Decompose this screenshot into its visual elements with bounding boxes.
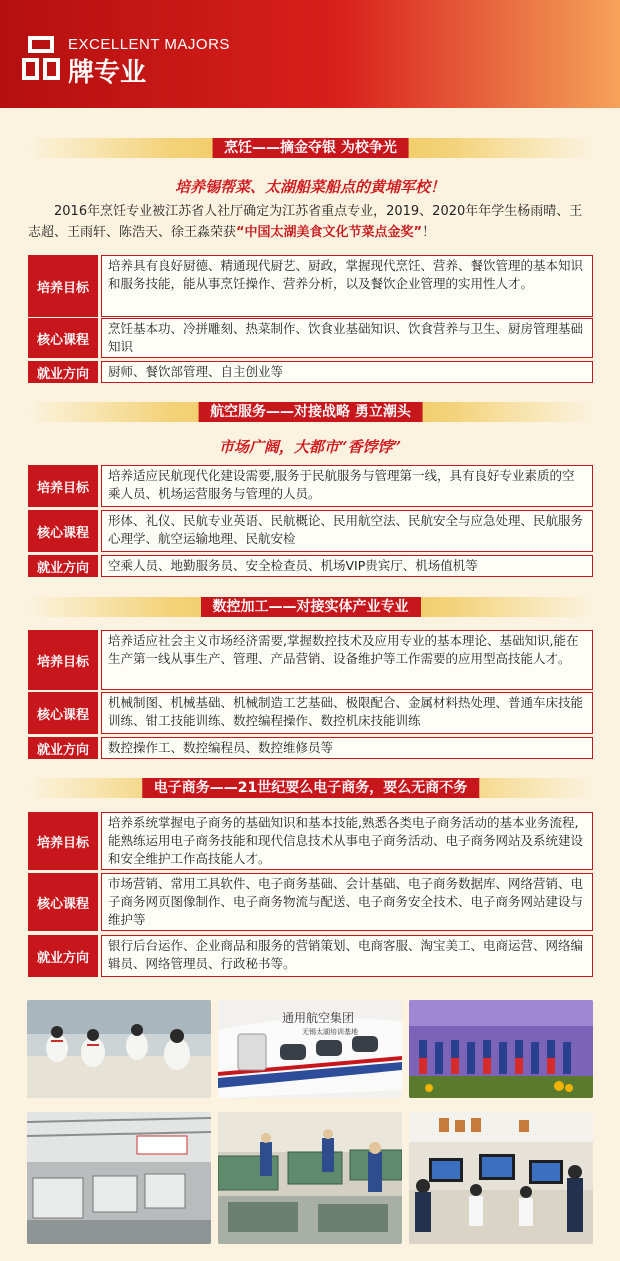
header-title-en: EXCELLENT MAJORS [68, 36, 230, 53]
aviation-career-row [28, 555, 593, 577]
section-cnc-bar [28, 597, 593, 617]
aircraft-training-photo [218, 1000, 402, 1098]
ecommerce-lab-photo [409, 1112, 593, 1244]
row-text: 培养具有良好厨德、精通现代厨艺、厨政，掌握现代烹饪、营养、餐饮管理的基本知识和服务技能，能从事烹饪操作、营养分析，以及餐饮企业管理的实用性人才。 [101, 255, 593, 317]
cooking-class-photo [27, 1000, 211, 1098]
award-highlight: “中国太湖美食文化节菜点金奖” [236, 225, 423, 240]
row-label: 就业方向 [28, 737, 98, 759]
section-aviation-bar [28, 402, 593, 422]
section-ecommerce-bar [28, 778, 593, 798]
cooking-goal-row [28, 255, 593, 317]
row-label: 培养目标 [28, 630, 98, 690]
row-text: 烹饪基本功、冷拼雕刻、热菜制作、饮食业基础知识、饮食营养与卫生、厨房管理基础知识 [101, 318, 593, 358]
row-label: 就业方向 [28, 555, 98, 577]
flight-attendants-stage-photo [409, 1000, 593, 1098]
section-title: 航空服务——对接战略 勇立潮头 [198, 402, 423, 422]
section-cooking-bar [28, 138, 593, 158]
row-text: 数控操作工、数控编程员、数控维修员等 [101, 737, 593, 759]
row-label: 培养目标 [28, 465, 98, 507]
cnc-workshop-photo [27, 1112, 211, 1244]
row-label: 核心课程 [28, 510, 98, 552]
row-text: 培养适应社会主义市场经济需要,掌握数控技术及应用专业的基本理论、基础知识,能在生产第一线从事生产、管理、产品营销、设备维护等工作需要的应用型高技能人才。 [101, 630, 593, 690]
lathe-training-photo [218, 1112, 402, 1244]
section-title: 电子商务——21世纪要么电子商务，要么无商不务 [142, 778, 479, 798]
ecommerce-goal-row [28, 812, 593, 870]
ecommerce-course-row [28, 873, 593, 931]
row-text: 银行后台运作、企业商品和服务的营销策划、电商客服、淘宝美工、电商运营、网络编辑员、网络管理员、行政秘书等。 [101, 935, 593, 977]
section-title: 数控加工——对接实体产业专业 [201, 597, 421, 617]
row-label: 就业方向 [28, 935, 98, 977]
row-text: 形体、礼仪、民航专业英语、民航概论、民用航空法、民航安全与应急处理、民航服务心理学、航空运输地理、民航安检 [101, 510, 593, 552]
row-text: 培养适应民航现代化建设需要,服务于民航服务与管理第一线，具有良好专业素质的空乘人员、机场运营服务与管理的人员。 [101, 465, 593, 507]
ecommerce-career-row [28, 935, 593, 977]
section-title: 烹饪——摘金夺银 为校争光 [212, 138, 409, 158]
aviation-goal-row [28, 465, 593, 507]
row-text: 市场营销、常用工具软件、电子商务基础、会计基础、电子商务数据库、网络营销、电子商务网页图像制作、电子商务物流与配送、电子商务安全技术、电子商务网站建设与维护等 [101, 873, 593, 931]
aviation-slogan: 市场广阔，大都市“香饽饽” [218, 438, 402, 456]
row-text: 机械制图、机械基础、机械制造工艺基础、极限配合、金属材料热处理、普通车床技能训练、钳工技能训练、数控编程操作、数控机床技能训练 [101, 692, 593, 734]
intro-text: 2016年烹饪专业被江苏省人社厅确定为江苏省重点专业，2019、2020年年学生杨雨晴、王志超、王雨轩、陈浩天、徐王淼荣获 [28, 204, 583, 240]
cooking-course-row [28, 318, 593, 358]
row-text: 培养系统掌握电子商务的基础知识和基本技能,熟悉各类电子商务活动的基本业务流程,能熟练运用电子商务技能和现代信息技术从事电子商务活动、电子商务网站及系统建设和安全维护工作高技能人才。 [101, 812, 593, 870]
aircraft-sign-sub: 无锡太湖培训基地 [302, 1028, 358, 1036]
row-label: 核心课程 [28, 692, 98, 734]
cooking-slogan: 培养锡帮菜、太湖船菜船点的黄埔军校！ [174, 178, 445, 196]
cnc-course-row [28, 692, 593, 734]
row-label: 核心课程 [28, 318, 98, 358]
row-label: 培养目标 [28, 812, 98, 870]
row-label: 就业方向 [28, 361, 98, 383]
row-label: 培养目标 [28, 255, 98, 317]
cnc-goal-row [28, 630, 593, 690]
header-title-cn: 牌专业 [68, 58, 147, 88]
cooking-intro [28, 201, 594, 243]
aviation-course-row [28, 510, 593, 552]
row-text: 厨师、餐饮部管理、自主创业等 [101, 361, 593, 383]
pin-logo-icon [22, 36, 60, 80]
page-header [0, 0, 620, 108]
cnc-career-row [28, 737, 593, 759]
intro-end: ！ [422, 225, 436, 240]
aircraft-sign: 通用航空集团 [282, 1011, 355, 1025]
row-text: 空乘人员、地勤服务员、安全检查员、机场VIP贵宾厅、机场值机等 [101, 555, 593, 577]
row-label: 核心课程 [28, 873, 98, 931]
cooking-career-row [28, 361, 593, 383]
